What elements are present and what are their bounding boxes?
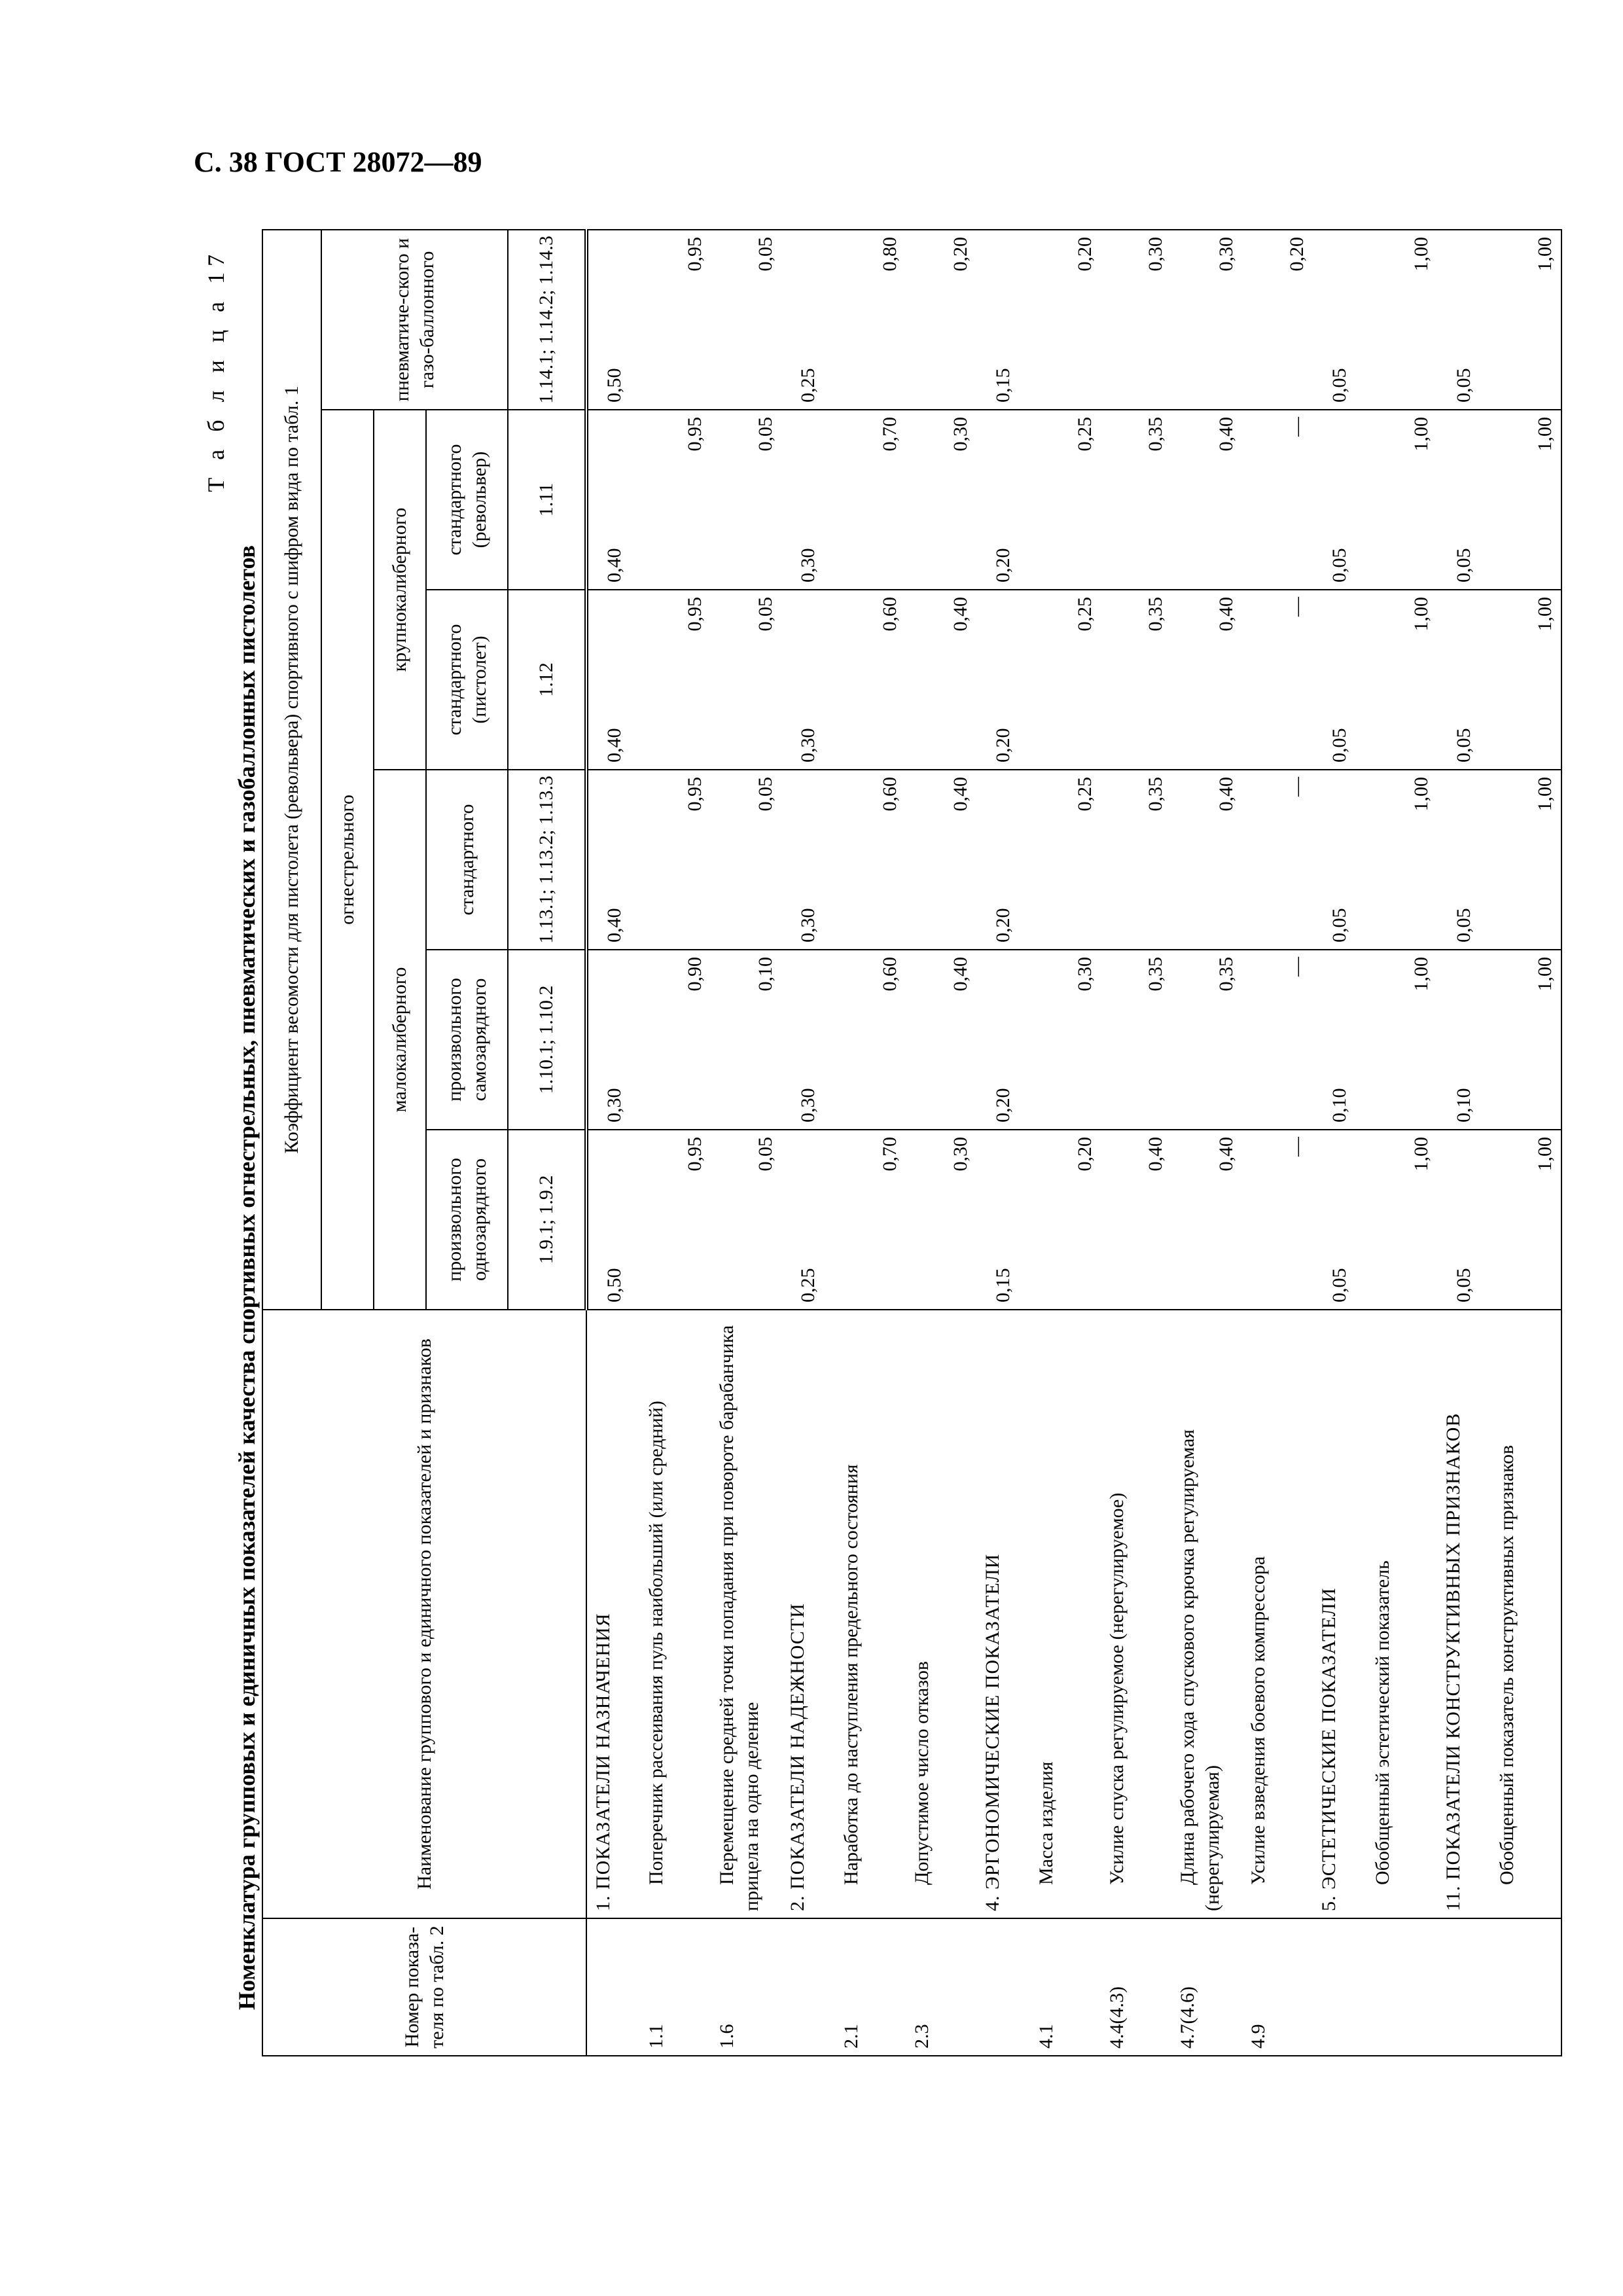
weight-value: 1,00 [1366,950,1437,1130]
row-name: Длина рабочего хода спускового крючка регулируемая (нерегулируемая) [1171,1310,1242,1918]
row-name: Обобщенный эстетический показатель [1366,1310,1437,1918]
weight-value: 0,35 [1101,770,1171,950]
col-header-sub: стандартного (револьвер) [426,410,508,590]
group-name: 11. ПОКАЗАТЕЛИ КОНСТРУКТИВНЫХ ПРИЗНАКОВ [1437,1310,1491,1918]
row-number: 4.1 [1030,1918,1101,2056]
weight-value: 0,05 [1437,1130,1491,1310]
group-name: 2. ПОКАЗАТЕЛИ НАДЕЖНОСТИ [781,1310,835,1918]
weight-value: 0,05 [1313,770,1366,950]
weight-value: 0,20 [976,950,1030,1130]
row-number: 2.1 [835,1918,906,2056]
weight-value: 0,40 [1171,770,1242,950]
weight-value: 0,35 [1101,590,1171,770]
weight-value: 0,95 [640,410,711,590]
weight-value: 0,30 [1030,950,1101,1130]
weight-value: 0,15 [976,230,1030,410]
col-header-large-caliber: крупнокалиберного [374,410,426,770]
weight-value: 0,35 [1101,410,1171,590]
weight-value: 1,00 [1366,590,1437,770]
weight-value: 0,80 [835,230,906,410]
row-number [1491,1918,1561,2056]
row-number [781,1918,835,2056]
weight-value: 0,10 [711,950,781,1130]
col-header-firearm: огнестрельного [321,410,374,1310]
weight-value: 0,70 [835,1130,906,1310]
weight-value: 0,05 [1313,590,1366,770]
weight-value: 0,40 [586,410,640,590]
col-code: 1.10.1; 1.10.2 [508,950,586,1130]
table-row [711,230,781,2056]
group-row [586,230,640,2056]
weight-value: 0,40 [586,770,640,950]
row-number [1313,1918,1366,2056]
col-header-number: Номер показа-теля по табл. 2 [262,1918,586,2056]
col-code: 1.14.1; 1.14.2; 1.14.3 [508,230,586,410]
weight-value: 0,40 [1171,590,1242,770]
weight-value: 1,00 [1366,230,1437,410]
table-caption: Номенклатура групповых и единичных показателей качества спортивных огнестрельных, пневматических и газобаллонных пистолетов [234,545,260,2010]
weight-value: — [1242,590,1313,770]
row-number: 4.9 [1242,1918,1313,2056]
weight-value: 0,05 [1313,410,1366,590]
weight-value: 0,05 [711,410,781,590]
row-name: Поперечник рассеивания пуль наибольший (или средний) [640,1310,711,1918]
row-number [1366,1918,1437,2056]
col-code: 1.11 [508,410,586,590]
weight-value: 0,05 [711,590,781,770]
weight-value: 0,05 [711,1130,781,1310]
weight-value: 0,40 [906,950,976,1130]
col-header-pneumatic: пневматиче-ского и газо-баллонного [321,230,508,410]
weight-value: 1,00 [1491,770,1561,950]
weight-value: — [1242,1130,1313,1310]
weight-value: 0,50 [586,230,640,410]
group-row [1437,230,1491,2056]
weight-value: 0,05 [711,230,781,410]
group-name: 5. ЭСТЕТИЧЕСКИЕ ПОКАЗАТЕЛИ [1313,1310,1366,1918]
weight-value: 0,30 [1101,230,1171,410]
row-number [1437,1918,1491,2056]
group-row [1313,230,1366,2056]
weight-value: — [1242,950,1313,1130]
weight-value: 0,20 [976,410,1030,590]
col-code: 1.13.1; 1.13.2; 1.13.3 [508,770,586,950]
weight-value: 0,90 [640,950,711,1130]
table-body [586,230,1561,2056]
weight-value: 0,05 [1437,590,1491,770]
row-number [976,1918,1030,2056]
weight-value: 0,95 [640,770,711,950]
weight-value: 0,30 [781,410,835,590]
row-name: Усилие взведения боевого компрессора [1242,1310,1313,1918]
weight-value: 0,60 [835,590,906,770]
col-header-sub: произвольного однозарядного [426,1130,508,1310]
weight-value: 0,05 [1437,770,1491,950]
weight-value: 0,40 [906,590,976,770]
weight-value: 0,95 [640,1130,711,1310]
col-header-sub: стандартного (пистолет) [426,590,508,770]
table-label: Т а б л и ц а 17 [203,249,229,492]
col-header-name: Наименование группового и единичного показателей и признаков [262,1310,586,1918]
row-number: 1.1 [640,1918,711,2056]
weight-value: 0,10 [1313,950,1366,1130]
weight-value: 0,05 [1313,230,1366,410]
table-row [1030,230,1101,2056]
weight-value: 0,25 [1030,770,1101,950]
weight-value: 0,35 [1101,950,1171,1130]
table-row [1101,230,1171,2056]
table-row [640,230,711,2056]
weight-value: 0,50 [586,1130,640,1310]
col-code: 1.9.1; 1.9.2 [508,1130,586,1310]
table-row [835,230,906,2056]
weight-value: 0,40 [1101,1130,1171,1310]
weight-value: 1,00 [1491,950,1561,1130]
row-name: Усилие спуска регулируемое (нерегулируемое) [1101,1310,1171,1918]
weight-value: 0,30 [1171,230,1242,410]
row-number: 1.6 [711,1918,781,2056]
weights-table [262,230,1556,2056]
table-row [906,230,976,2056]
weight-value: 1,00 [1366,1130,1437,1310]
weight-value: 0,25 [781,1130,835,1310]
weight-value: 0,60 [835,950,906,1130]
col-header-coefficient: Коэффициент весомости для пистолета (револьвера) спортивного с шифром вида по табл. 1 [262,230,321,1310]
row-number: 4.7(4.6) [1171,1918,1242,2056]
group-name: 4. ЭРГОНОМИЧЕСКИЕ ПОКАЗАТЕЛИ [976,1310,1030,1918]
weight-value: 0,05 [711,770,781,950]
table-row [1366,230,1437,2056]
weight-value: 1,00 [1491,1130,1561,1310]
row-number: 2.3 [906,1918,976,2056]
weight-value: 0,95 [640,590,711,770]
group-name: 1. ПОКАЗАТЕЛИ НАЗНАЧЕНИЯ [586,1310,640,1918]
weight-value: 0,05 [1437,410,1491,590]
row-number: 4.4(4.3) [1101,1918,1171,2056]
weight-value: 0,35 [1171,950,1242,1130]
weight-value: 0,20 [1030,230,1101,410]
row-name: Допустимое число отказов [906,1310,976,1918]
weight-value: 0,15 [976,1130,1030,1310]
weight-value: 0,25 [1030,590,1101,770]
weight-value: 0,40 [586,590,640,770]
col-header-small-caliber: малокалиберного [374,770,426,1310]
weight-value: 0,25 [1030,410,1101,590]
weight-value: 0,20 [1242,230,1313,410]
col-code: 1.12 [508,590,586,770]
weight-value: 0,60 [835,770,906,950]
col-header-sub: произвольного самозарядного [426,950,508,1130]
weight-value: 1,00 [1491,230,1561,410]
weight-value: 0,25 [781,230,835,410]
weight-value: 0,30 [781,590,835,770]
weight-value: 0,30 [781,770,835,950]
table-row [1171,230,1242,2056]
row-name: Наработка до наступления предельного состояния [835,1310,906,1918]
table-row [1242,230,1313,2056]
weight-value: — [1242,410,1313,590]
weight-value: 0,20 [906,230,976,410]
weight-value: 0,40 [906,770,976,950]
weight-value: 0,40 [1171,410,1242,590]
weight-value: 1,00 [1366,410,1437,590]
weight-value: 0,20 [976,770,1030,950]
row-name: Масса изделия [1030,1310,1101,1918]
table-row [1491,230,1561,2056]
weight-value: 1,00 [1491,590,1561,770]
weight-value: 0,20 [976,590,1030,770]
weight-value: 0,30 [781,950,835,1130]
col-header-sub: стандартного [426,770,508,950]
weight-value: 0,95 [640,230,711,410]
row-name: Обобщенный показатель конструктивных признаков [1491,1310,1561,1918]
weight-value: 0,30 [586,950,640,1130]
row-name: Перемещение средней точки попадания при повороте барабанчика прицела на одно деление [711,1310,781,1918]
weight-value: — [1242,770,1313,950]
group-row [976,230,1030,2056]
weight-value: 1,00 [1491,410,1561,590]
weight-value: 0,20 [1030,1130,1101,1310]
weight-value: 0,30 [906,1130,976,1310]
weight-value: 0,70 [835,410,906,590]
weight-value: 0,40 [1171,1130,1242,1310]
weight-value: 1,00 [1366,770,1437,950]
weight-value: 0,05 [1313,1130,1366,1310]
page-header: С. 38 ГОСТ 28072—89 [194,146,482,178]
weight-value: 0,10 [1437,950,1491,1130]
weight-value: 0,05 [1437,230,1491,410]
group-row [781,230,835,2056]
row-number [586,1918,640,2056]
weight-value: 0,30 [906,410,976,590]
